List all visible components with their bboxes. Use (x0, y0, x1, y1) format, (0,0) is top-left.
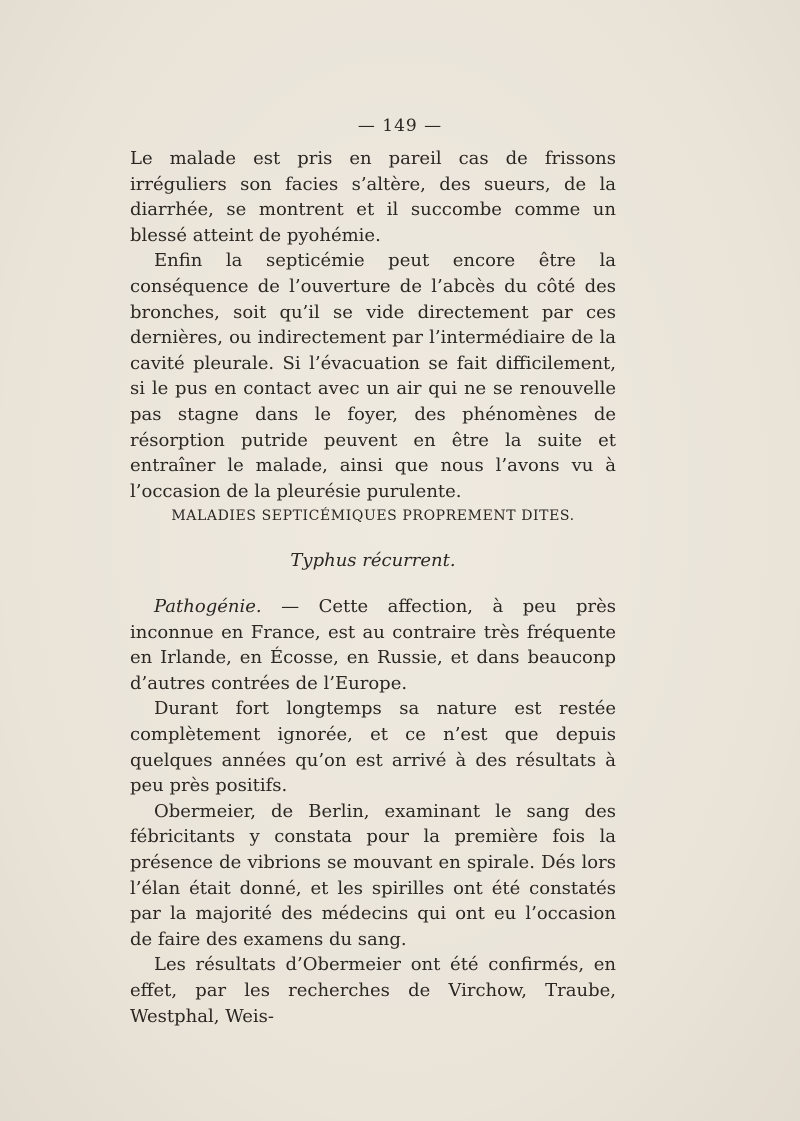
paragraph: Le malade est pris en pareil cas de frissons irréguliers son facies s’altère, des sueurs, de la diarrhée, se montrent et il succombe comme un blessé atteint de pyohémie. (130, 148, 616, 246)
subsection-title: Typhus récurrent. (290, 550, 456, 571)
section-heading: MALADIES SEPTICÉMIQUES PROPREMENT DITES. (171, 508, 575, 524)
paragraph: Les résultats d’Obermeier ont été confirmés, en effet, par les recherches de Virchow, Traube, Westphal, Weis- (130, 954, 616, 1027)
text-block-typhus (130, 594, 616, 1029)
paragraph-text: — Cette affection, à peu près inconnue en France, est au contraire très fréquente en Irlande, en Écosse, en Russie, et dans beauconp d’autres contrées de l’Europe. (130, 596, 616, 694)
paragraph: Obermeier, de Berlin, examinant le sang des fébricitants y constata pour la première fois la présence de vibrions se mouvant en spirale. Dés lors l’élan était donné, et les spirilles ont été constatés par la majorité des médecins qui ont eu l’occasion de faire des examens du sang. (130, 800, 616, 950)
page-number: — 149 — (357, 116, 443, 136)
lead-term: Pathogénie. (154, 596, 262, 617)
text-block-intro (130, 146, 616, 504)
paragraph: Durant fort longtemps sa nature est restée complètement ignorée, et ce n’est que depuis quelques années qu’on est arrivé à des résultats à peu près positifs. (130, 698, 616, 797)
paragraph-pathogenie (130, 594, 616, 696)
paragraph: Enfin la septicémie peut encore être la conséquence de l’ouverture de l’abcès du côté des bronches, soit qu’il se vide directement par ces dernières, ou indirectement par l’intermédiaire de la cavité pleurale. Si l’évacuation se fait difficilement, si le pus en contact avec un air qui ne se renouvelle pas stagne dans le foyer, des phénomènes de résorption putride peuvent en être la suite et entraîner le malade, ainsi que nous l’avons vu à l’occasion de la pleurésie purulente. (130, 250, 616, 502)
